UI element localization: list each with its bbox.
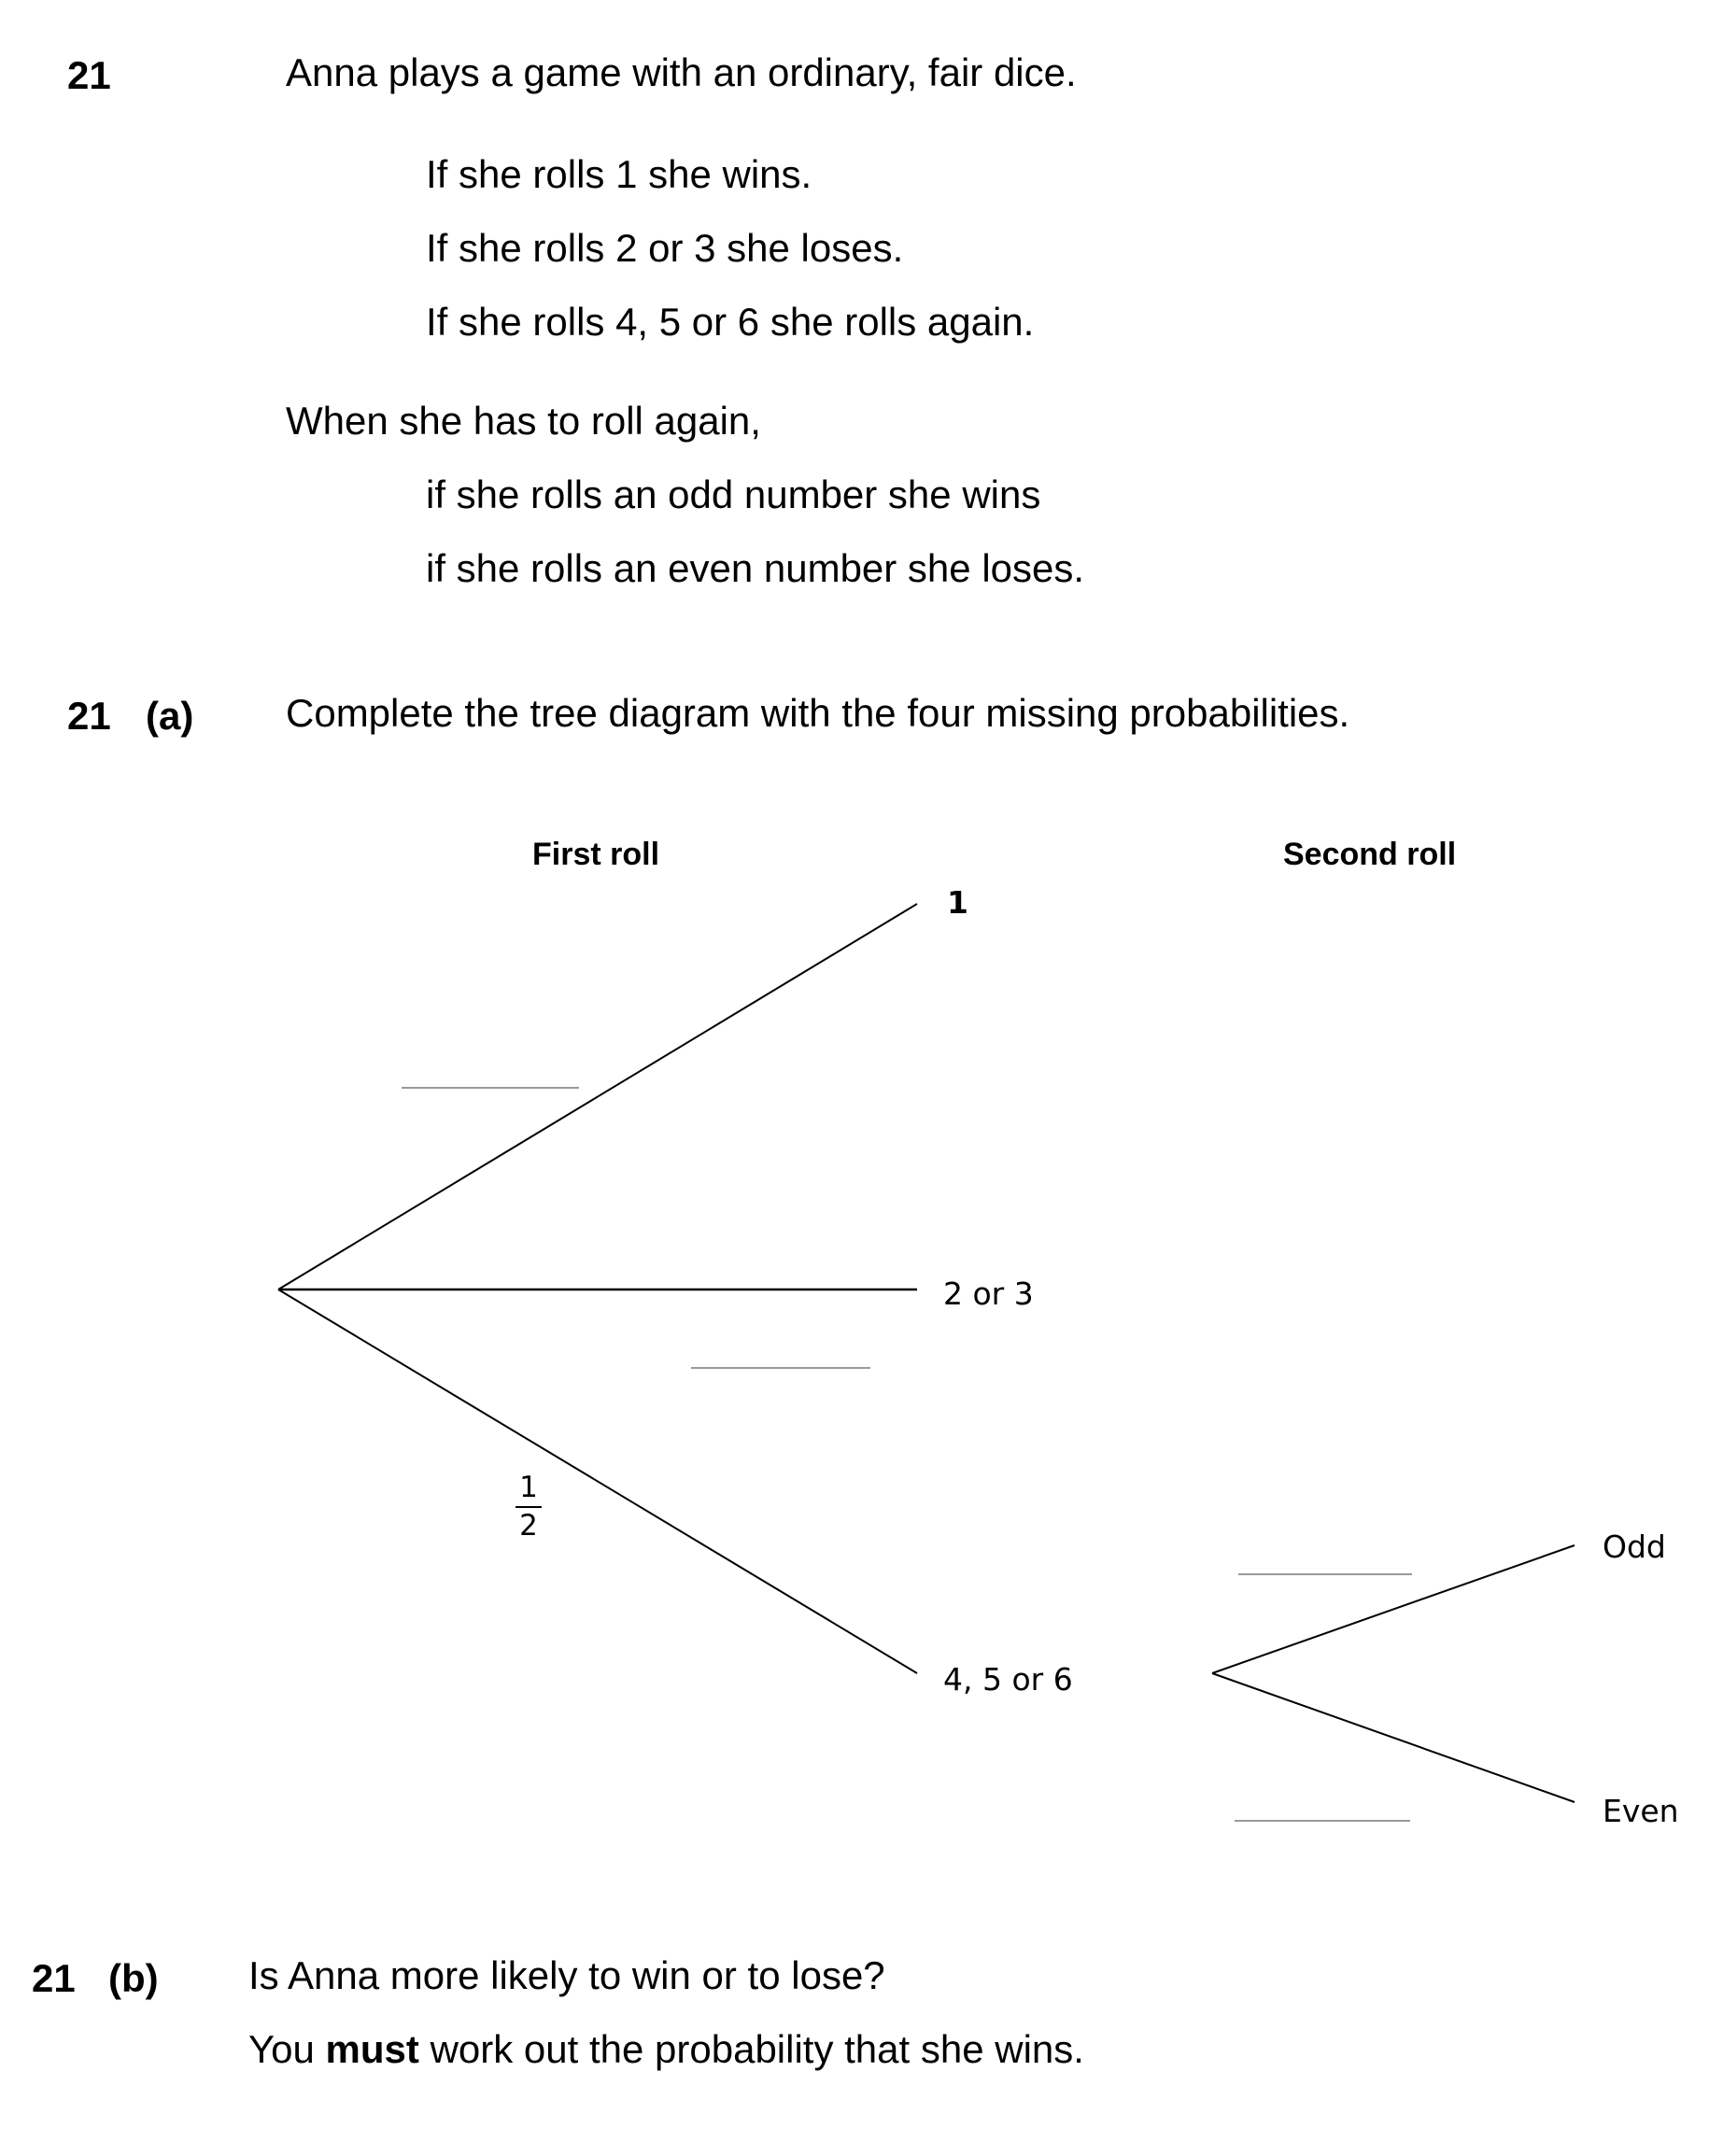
outcome-odd-label: Odd — [1603, 1529, 1666, 1565]
part-b-instruction-pre: You — [248, 2027, 326, 2071]
given-probability-fraction — [510, 1473, 547, 1541]
fraction-numerator: 1 — [519, 1471, 538, 1504]
outcome-1-label: 1 — [947, 884, 968, 921]
part-b-instruction — [248, 2027, 1084, 2071]
outcome-even-label: Even — [1603, 1793, 1679, 1829]
outcome-4-5-or-6-label: 4, 5 or 6 — [943, 1661, 1073, 1698]
again-rule-even: if she rolls an even number she loses. — [426, 546, 1085, 590]
part-a-label: (a) — [146, 694, 194, 738]
part-b-question: Is Anna more likely to win or to lose? — [248, 1953, 885, 1997]
outcome-2-or-3-label: 2 or 3 — [943, 1275, 1034, 1312]
part-b-number: 21 — [32, 1956, 76, 2000]
question-intro: Anna plays a game with an ordinary, fair dice. — [286, 50, 1077, 94]
branch-to-1 — [278, 904, 917, 1289]
rule-roll-1: If she rolls 1 she wins. — [426, 152, 812, 196]
question-number: 21 — [67, 53, 111, 97]
part-a-instruction: Complete the tree diagram with the four missing probabilities. — [286, 691, 1350, 735]
part-a-number: 21 — [67, 694, 111, 738]
fraction-denominator: 2 — [519, 1509, 538, 1543]
rule-roll-2-3: If she rolls 2 or 3 she loses. — [426, 226, 904, 270]
part-b-instruction-post: work out the probability that she wins. — [418, 2027, 1084, 2071]
branch-to-4-5-or-6 — [278, 1289, 917, 1673]
fraction-bar — [515, 1506, 542, 1508]
part-b-instruction-bold: must — [325, 2027, 419, 2071]
branch-to-odd — [1212, 1545, 1575, 1673]
again-rule-odd: if she rolls an odd number she wins — [426, 472, 1041, 516]
second-roll-heading: Second roll — [1283, 837, 1457, 872]
first-roll-heading: First roll — [532, 837, 660, 872]
rule-roll-4-5-6: If she rolls 4, 5 or 6 she rolls again. — [426, 300, 1035, 344]
branch-to-even — [1212, 1673, 1575, 1802]
again-intro: When she has to roll again, — [286, 399, 761, 443]
part-b-label: (b) — [108, 1956, 159, 2000]
